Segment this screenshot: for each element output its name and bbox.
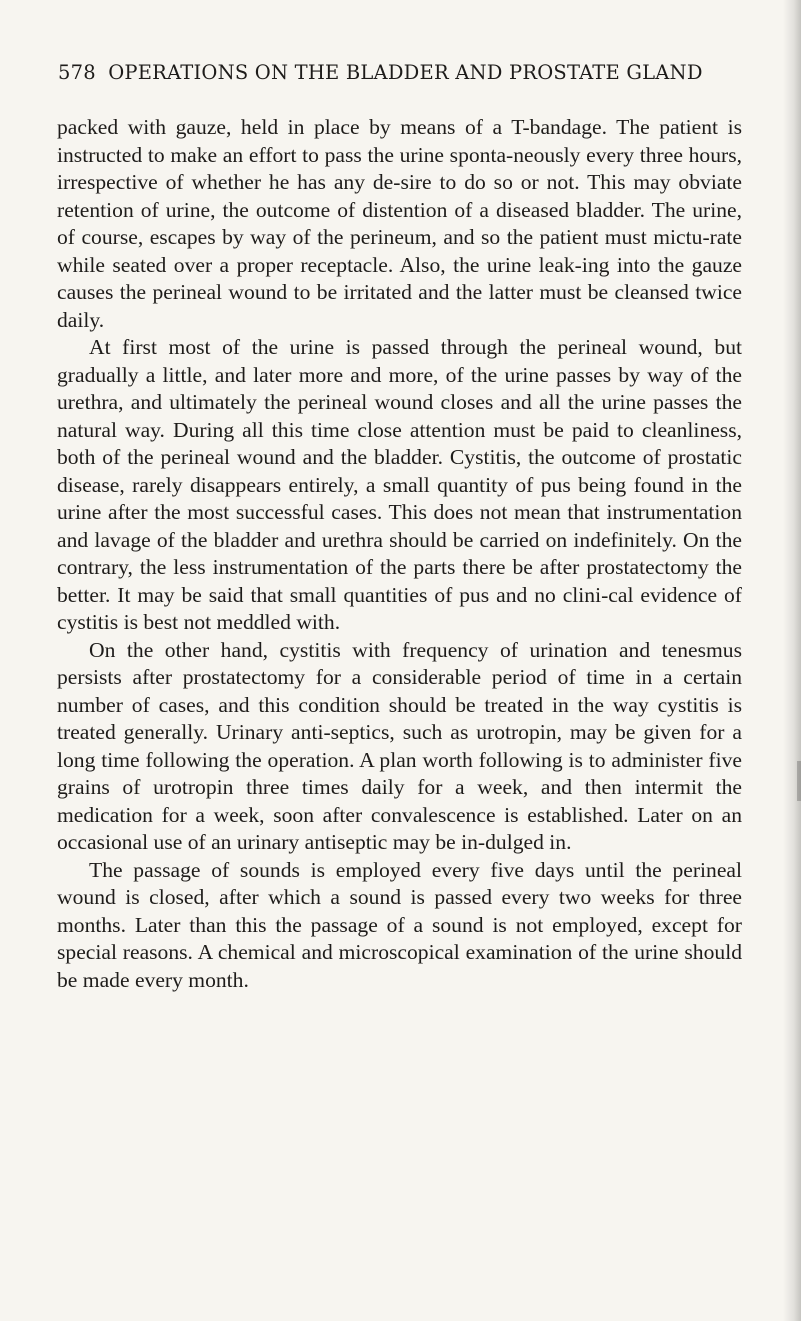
chapter-title: OPERATIONS ON THE BLADDER AND PROSTATE GLAND (108, 61, 703, 84)
paragraph: On the other hand, cystitis with frequency of urination and tenesmus persists after prostatectomy for a considerable period of time in a certain number of cases, and this condition should be treated in the way cystitis is treated generally. Urinary anti-septics, such as urotropin, may be given for a long time following the operation. A plan worth following is to administer five grains of urotropin three times daily for a week, and then intermit the medication for a week, soon after convalescence is established. Later on an occasional use of an urinary antiseptic may be in-dulged in. (57, 637, 742, 854)
page-edge-shadow (783, 0, 801, 1321)
paragraph: packed with gauze, held in place by means of a T-bandage. The patient is instructed to make an effort to pass the urine sponta-neously every three hours, irrespective of whether he has any de-sire to do so or not. This may obviate retention of urine, the outcome of distention of a diseased bladder. The urine, of course, escapes by way of the perineum, and so the patient must mictu-rate while seated over a proper receptacle. Also, the urine leak-ing into the gauze causes the perineal wound to be irritated and the latter must be cleansed twice daily. (57, 115, 742, 332)
paragraph: At first most of the urine is passed through the perineal wound, but gradually a little, and later more and more, of the urine passes by way of the urethra, and ultimately the perineal wound closes and all the urine passes the natural way. During all this time close attention must be paid to cleanliness, both of the perineal wound and the bladder. Cystitis, the outcome of prostatic disease, rarely disappears entirely, a small quantity of pus being found in the urine after the most successful cases. This does not mean that instrumentation and lavage of the bladder and urethra should be carried on indefinitely. On the contrary, the less instrumentation of the parts there be after prostatectomy the better. It may be said that small quantities of pus and no clini-cal evidence of cystitis is best not meddled with. (57, 335, 742, 634)
page-number: 578 (58, 61, 96, 84)
running-head (58, 61, 748, 84)
paragraph: The passage of sounds is employed every five days until the perineal wound is closed, after which a sound is passed every two weeks for three months. Later than this the passage of a sound is not employed, except for special reasons. A chemical and microscopical examination of the urine should be made every month. (57, 857, 742, 992)
body-text (57, 114, 742, 994)
page-edge-mark (797, 761, 801, 801)
